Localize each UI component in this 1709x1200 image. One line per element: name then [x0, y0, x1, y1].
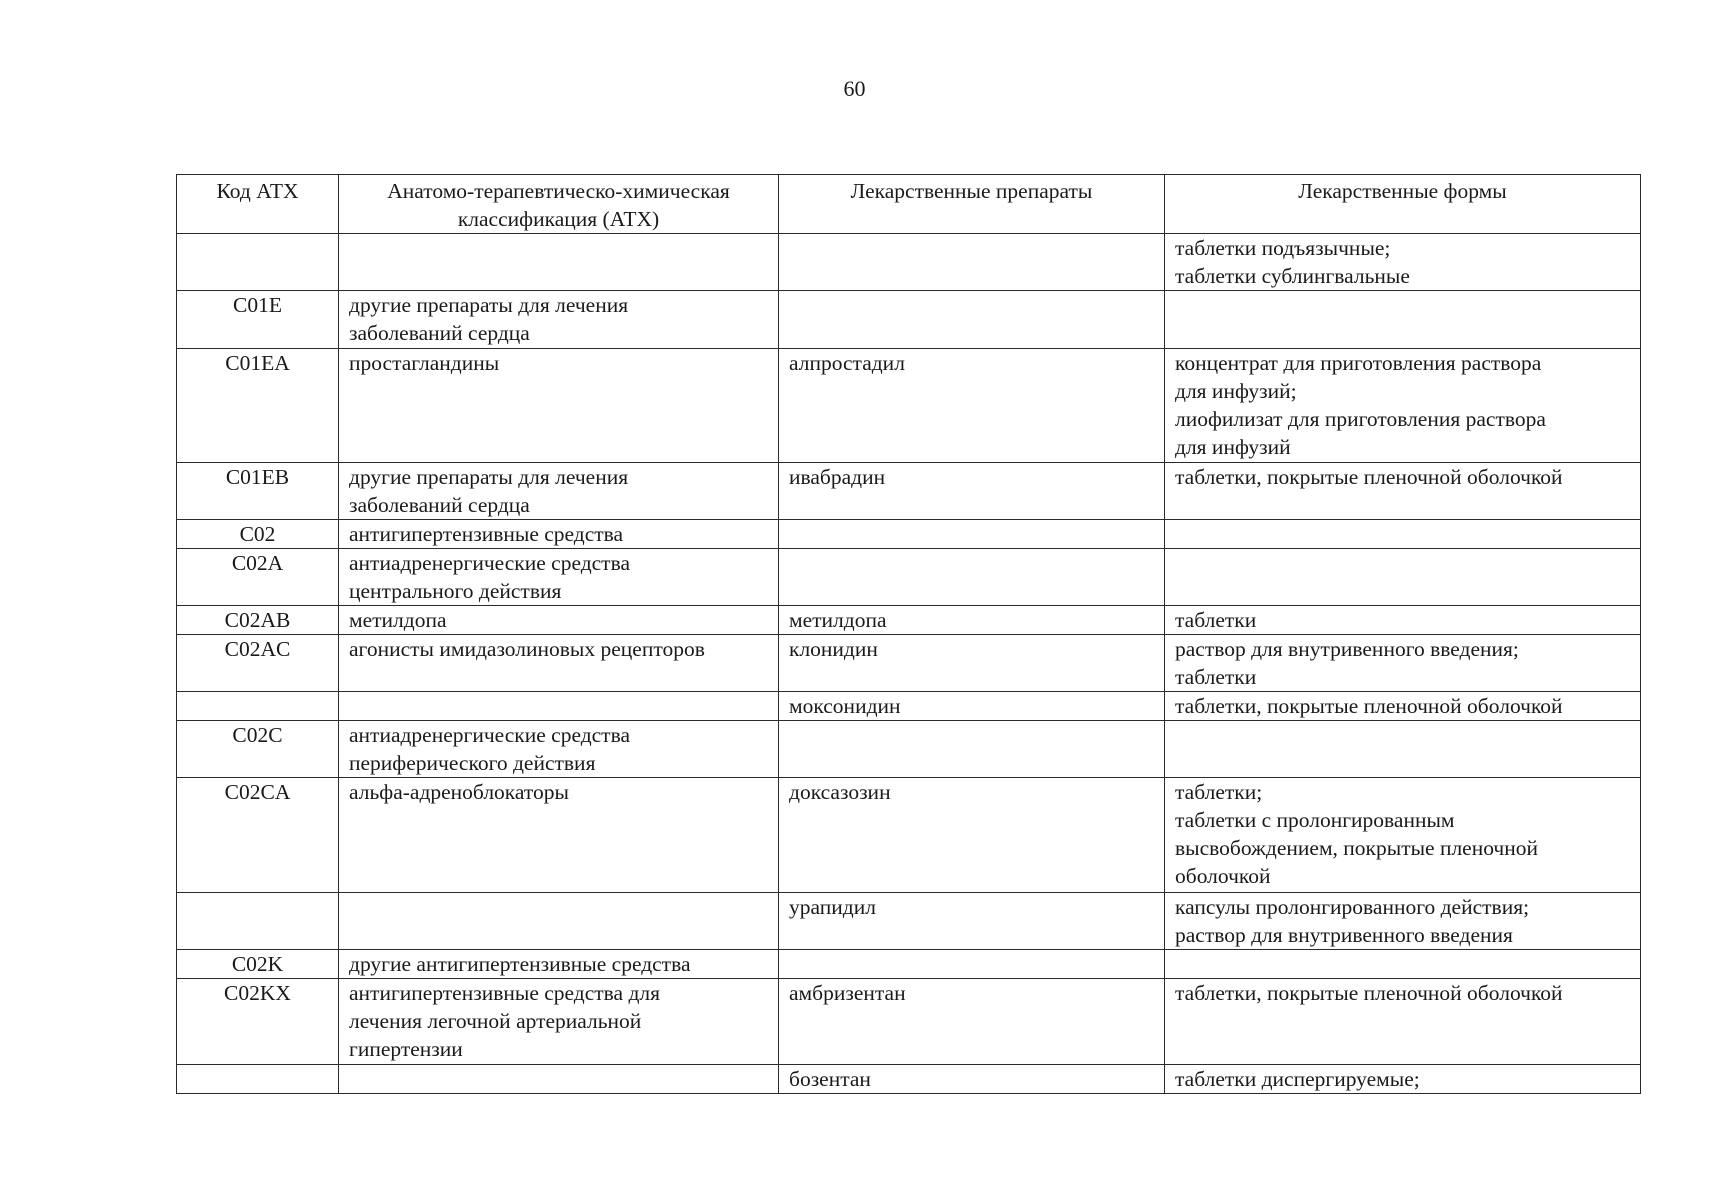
cell-code: C02	[177, 520, 339, 549]
cell-atc: простагландины	[339, 349, 779, 463]
cell-code: C02C	[177, 721, 339, 778]
cell-atc	[339, 234, 779, 291]
cell-drug: клонидин	[779, 635, 1165, 692]
cell-atc: агонисты имидазолиновых рецепторов	[339, 635, 779, 692]
cell-atc: другие препараты для лечения заболеваний сердца	[339, 291, 779, 349]
table-row	[177, 520, 1641, 549]
table-row	[177, 979, 1641, 1065]
cell-code: C01EA	[177, 349, 339, 463]
cell-drug: амбризентан	[779, 979, 1165, 1065]
cell-code	[177, 692, 339, 721]
cell-atc: антигипертензивные средства для лечения легочной артериальной гипертензии	[339, 979, 779, 1065]
cell-code: C01EB	[177, 463, 339, 520]
cell-atc: антиадренергические средства периферического действия	[339, 721, 779, 778]
cell-atc: другие антигипертензивные средства	[339, 950, 779, 979]
header-atc-code: Код АТХ	[177, 175, 339, 234]
cell-forms	[1165, 549, 1641, 606]
cell-forms: таблетки диспергируемые;	[1165, 1065, 1641, 1094]
table-row	[177, 349, 1641, 463]
cell-atc: антиадренергические средства центрального действия	[339, 549, 779, 606]
cell-atc: метилдопа	[339, 606, 779, 635]
cell-drug	[779, 234, 1165, 291]
cell-forms: капсулы пролонгированного действия; раствор для внутривенного введения	[1165, 893, 1641, 950]
cell-drug: бозентан	[779, 1065, 1165, 1094]
cell-forms	[1165, 950, 1641, 979]
cell-drug	[779, 721, 1165, 778]
table-row	[177, 778, 1641, 893]
table-row	[177, 893, 1641, 950]
cell-code	[177, 234, 339, 291]
drug-classification-table	[176, 174, 1641, 1094]
cell-code: C02AB	[177, 606, 339, 635]
cell-code: C02K	[177, 950, 339, 979]
table-row	[177, 635, 1641, 692]
header-medicines: Лекарственные препараты	[779, 175, 1165, 234]
cell-code	[177, 1065, 339, 1094]
cell-drug	[779, 520, 1165, 549]
cell-atc	[339, 692, 779, 721]
cell-atc: антигипертензивные средства	[339, 520, 779, 549]
table-row	[177, 234, 1641, 291]
cell-atc: альфа-адреноблокаторы	[339, 778, 779, 893]
cell-code: C02AC	[177, 635, 339, 692]
cell-code: C01E	[177, 291, 339, 349]
cell-drug	[779, 549, 1165, 606]
cell-drug: урапидил	[779, 893, 1165, 950]
cell-forms: таблетки	[1165, 606, 1641, 635]
cell-drug: ивабрадин	[779, 463, 1165, 520]
cell-drug	[779, 950, 1165, 979]
cell-drug: алпростадил	[779, 349, 1165, 463]
cell-atc	[339, 1065, 779, 1094]
cell-forms	[1165, 291, 1641, 349]
header-atc-classification: Анатомо-терапевтическо-химическая классификация (АТХ)	[339, 175, 779, 234]
cell-drug: моксонидин	[779, 692, 1165, 721]
table-row	[177, 950, 1641, 979]
cell-forms: таблетки подъязычные; таблетки сублингвальные	[1165, 234, 1641, 291]
cell-code: C02CA	[177, 778, 339, 893]
table-row	[177, 606, 1641, 635]
cell-forms: таблетки; таблетки с пролонгированным высвобождением, покрытые пленочной оболочкой	[1165, 778, 1641, 893]
page-number: 60	[843, 76, 866, 101]
table-row	[177, 721, 1641, 778]
cell-drug: метилдопа	[779, 606, 1165, 635]
table-row	[177, 692, 1641, 721]
table-header-row	[177, 175, 1641, 234]
cell-code: C02A	[177, 549, 339, 606]
table-row	[177, 549, 1641, 606]
cell-forms: таблетки, покрытые пленочной оболочкой	[1165, 463, 1641, 520]
table-row	[177, 1065, 1641, 1094]
cell-forms: таблетки, покрытые пленочной оболочкой	[1165, 692, 1641, 721]
cell-atc	[339, 893, 779, 950]
cell-forms: раствор для внутривенного введения; таблетки	[1165, 635, 1641, 692]
table-row	[177, 291, 1641, 349]
cell-forms	[1165, 520, 1641, 549]
cell-drug	[779, 291, 1165, 349]
cell-atc: другие препараты для лечения заболеваний сердца	[339, 463, 779, 520]
table-row	[177, 463, 1641, 520]
cell-drug: доксазозин	[779, 778, 1165, 893]
header-dosage-forms: Лекарственные формы	[1165, 175, 1641, 234]
cell-forms: концентрат для приготовления раствора для инфузий; лиофилизат для приготовления раствора для инфузий	[1165, 349, 1641, 463]
cell-code	[177, 893, 339, 950]
cell-forms	[1165, 721, 1641, 778]
cell-code: C02KX	[177, 979, 339, 1065]
cell-forms: таблетки, покрытые пленочной оболочкой	[1165, 979, 1641, 1065]
